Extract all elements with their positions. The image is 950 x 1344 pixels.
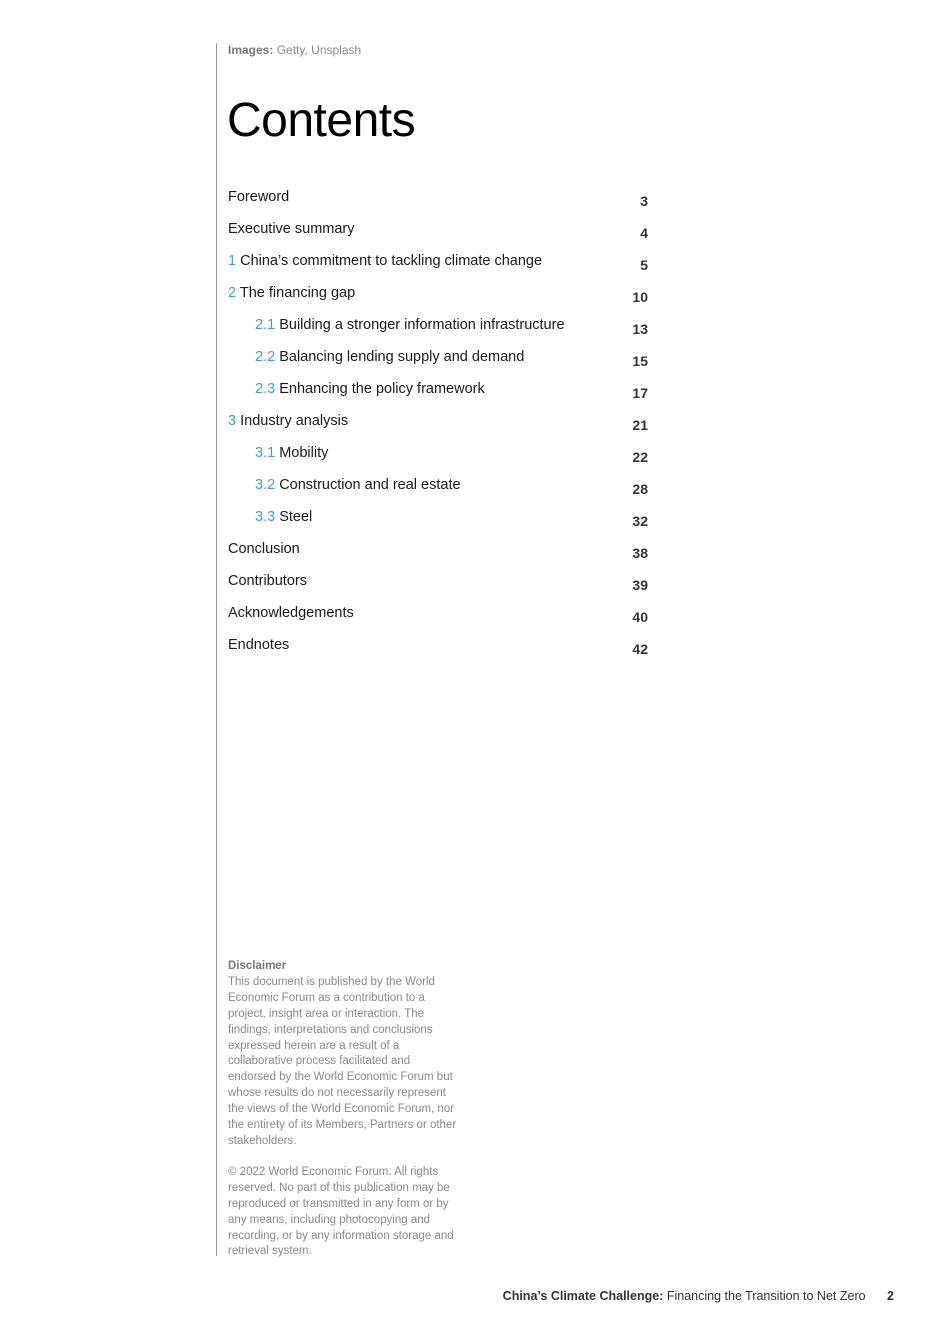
toc-section-number: 3.3	[255, 509, 276, 525]
toc-page-number: 3	[640, 193, 648, 209]
toc-page-number: 21	[632, 417, 648, 433]
toc-entry-label	[228, 253, 542, 269]
disclaimer	[228, 959, 458, 1275]
toc-page-number: 17	[632, 385, 648, 401]
toc-entry-text: China’s commitment to tackling climate change	[240, 253, 543, 269]
toc-entry[interactable]	[228, 410, 648, 442]
toc-page-number: 40	[632, 609, 648, 625]
footer-title-rest: Financing the Transition to Net Zero	[666, 1289, 866, 1303]
toc-entry-label	[228, 285, 355, 301]
disclaimer-body: This document is published by the World Economic Forum as a contribution to a project, insight area or interaction. The findings, interpretations and conclusions expressed herein are a result of a collaborative process facilitated and endorsed by the World Economic Forum but whose results do not necessarily represent the views of the World Economic Forum, nor the entirety of its Members, Partners or other stakeholders.	[228, 975, 457, 1147]
toc-entry-text: Construction and real estate	[279, 477, 461, 493]
toc-entry-text: Foreword	[228, 189, 290, 205]
toc-entry[interactable]	[228, 250, 648, 282]
toc-entry-label	[228, 349, 524, 365]
toc-entry-label	[228, 541, 300, 557]
toc-section-number: 2.3	[255, 381, 276, 397]
toc-entry[interactable]	[228, 282, 648, 314]
toc-entry-text: Acknowledgements	[228, 605, 354, 621]
toc-entry[interactable]	[228, 218, 648, 250]
toc-entry[interactable]	[228, 634, 648, 666]
table-of-contents	[228, 186, 648, 666]
toc-page-number: 38	[632, 545, 648, 561]
toc-entry-text: The financing gap	[239, 285, 356, 301]
toc-section-number: 2.1	[255, 317, 276, 333]
toc-entry-text: Mobility	[279, 445, 329, 461]
toc-entry-label	[228, 381, 485, 397]
toc-entry-text: Enhancing the policy framework	[279, 381, 485, 397]
toc-page-number: 15	[632, 353, 648, 369]
toc-entry-label	[228, 413, 348, 429]
toc-section-number: 3.1	[255, 445, 276, 461]
toc-entry-label	[228, 637, 289, 653]
toc-entry[interactable]	[228, 186, 648, 218]
toc-entry[interactable]	[228, 506, 648, 538]
toc-entry-text: Contributors	[228, 573, 307, 589]
toc-page-number: 39	[632, 577, 648, 593]
toc-entry-text: Endnotes	[228, 637, 290, 653]
image-credits	[228, 43, 361, 57]
footer-title-bold: China’s Climate Challenge:	[502, 1289, 664, 1303]
toc-entry-text: Balancing lending supply and demand	[279, 349, 525, 365]
toc-entry-label	[228, 477, 461, 493]
toc-entry-label	[228, 573, 307, 589]
toc-entry[interactable]	[228, 602, 648, 634]
toc-section-number: 3	[228, 413, 237, 429]
toc-entry-label	[228, 509, 312, 525]
toc-page-number: 4	[640, 225, 648, 241]
toc-entry-label	[228, 605, 354, 621]
toc-entry-label	[228, 189, 289, 205]
toc-page-number: 28	[632, 481, 648, 497]
toc-entry-text: Building a stronger information infrastructure	[279, 317, 565, 333]
page-footer	[503, 1289, 894, 1303]
image-credits-label: Images:	[228, 43, 274, 57]
toc-entry-label	[228, 221, 355, 237]
toc-page-number: 22	[632, 449, 648, 465]
toc-page-number: 5	[640, 257, 648, 273]
toc-entry[interactable]	[228, 538, 648, 570]
toc-entry-label	[228, 445, 328, 461]
toc-page-number: 42	[632, 641, 648, 657]
left-margin-rule	[216, 43, 217, 1256]
toc-entry[interactable]	[228, 474, 648, 506]
image-credits-value: Getty, Unsplash	[276, 43, 362, 57]
toc-page-number: 32	[632, 513, 648, 529]
toc-entry[interactable]	[228, 378, 648, 410]
toc-entry[interactable]	[228, 314, 648, 346]
page-title: Contents	[227, 94, 416, 147]
toc-entry-text: Conclusion	[228, 541, 300, 557]
toc-page-number: 13	[632, 321, 648, 337]
toc-page-number: 10	[632, 289, 648, 305]
page-number: 2	[887, 1289, 894, 1303]
toc-section-number: 2.2	[255, 349, 276, 365]
toc-entry-text: Steel	[279, 509, 313, 525]
toc-entry-label	[228, 317, 565, 333]
toc-entry-text: Executive summary	[228, 221, 355, 237]
toc-entry[interactable]	[228, 442, 648, 474]
toc-entry[interactable]	[228, 570, 648, 602]
toc-entry-text: Industry analysis	[240, 413, 349, 429]
toc-section-number: 2	[228, 285, 237, 301]
toc-section-number: 3.2	[255, 477, 276, 493]
copyright-notice: © 2022 World Economic Forum. All rights reserved. No part of this publication may be reproduced or transmitted in any form or by any means, including photocopying and recording, or by any information storage and retrieval system.	[228, 1165, 454, 1258]
disclaimer-heading: Disclaimer	[228, 960, 287, 972]
toc-entry[interactable]	[228, 346, 648, 378]
toc-section-number: 1	[228, 253, 237, 269]
